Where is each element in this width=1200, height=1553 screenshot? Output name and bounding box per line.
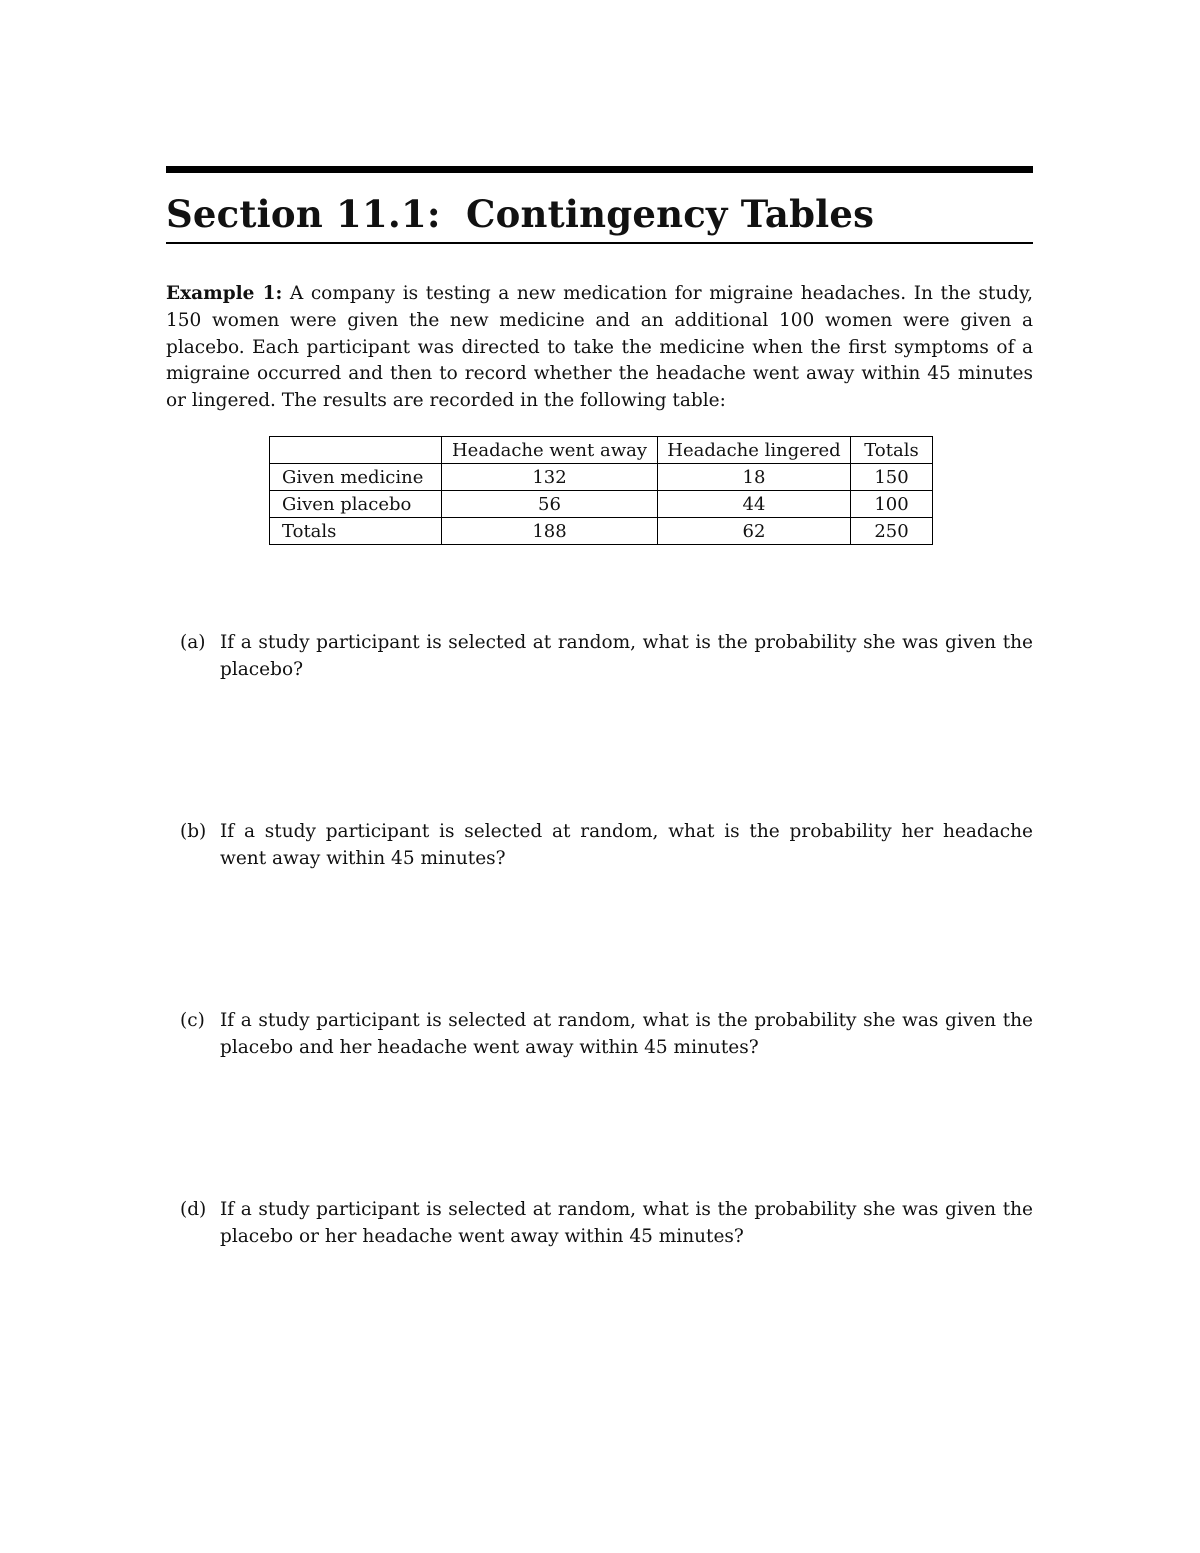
table-row xyxy=(270,491,933,518)
question-b xyxy=(180,819,1033,873)
row-label-cell: Given medicine xyxy=(270,464,442,491)
question-d xyxy=(180,1197,1033,1251)
question-text: If a study participant is selected at random, what is the probability her headache went away within 45 minutes? xyxy=(220,821,1033,869)
table-cell: 100 xyxy=(851,491,933,518)
table-header-cell xyxy=(270,437,442,464)
table-row xyxy=(270,518,933,545)
question-text: If a study participant is selected at random, what is the probability she was given the placebo or her headache went away within 45 minutes? xyxy=(220,1199,1033,1247)
question-label: (b) xyxy=(180,821,207,842)
question-label: (c) xyxy=(180,1010,205,1031)
table-cell: 250 xyxy=(851,518,933,545)
contingency-table xyxy=(269,436,933,545)
table-header-cell: Headache lingered xyxy=(658,437,851,464)
table-cell: 44 xyxy=(658,491,851,518)
table-cell: 132 xyxy=(442,464,658,491)
table-cell: 150 xyxy=(851,464,933,491)
question-text: If a study participant is selected at random, what is the probability she was given the placebo? xyxy=(220,632,1033,680)
table-row xyxy=(270,464,933,491)
question-label: (d) xyxy=(180,1199,207,1220)
example-label: Example 1: xyxy=(166,283,283,304)
section-title: Contingency Tables xyxy=(466,192,875,236)
table-header-row xyxy=(270,437,933,464)
heading-underline-rule xyxy=(166,242,1033,244)
top-heavy-rule xyxy=(166,166,1033,173)
section-heading xyxy=(166,190,1033,238)
table-header-cell: Headache went away xyxy=(442,437,658,464)
table-cell: 18 xyxy=(658,464,851,491)
question-label: (a) xyxy=(180,632,206,653)
question-a xyxy=(180,630,1033,684)
table-cell: 62 xyxy=(658,518,851,545)
question-text: If a study participant is selected at random, what is the probability she was given the placebo and her headache went away within 45 minutes? xyxy=(220,1010,1033,1058)
section-number: Section 11.1: xyxy=(166,192,441,236)
table-cell: 56 xyxy=(442,491,658,518)
question-c xyxy=(180,1008,1033,1062)
row-label-cell: Totals xyxy=(270,518,442,545)
example-text: A company is testing a new medication for migraine headaches. In the study, 150 women were given the new medicine and an additional 100 women were given a placebo. Each participant was directed to take the medicine when the first symptoms of a migraine occurred and then to record whether the headache went away within 45 minutes or lingered. The results are recorded in the following table: xyxy=(166,283,1033,412)
table-header-cell: Totals xyxy=(851,437,933,464)
table-cell: 188 xyxy=(442,518,658,545)
row-label-cell: Given placebo xyxy=(270,491,442,518)
example-paragraph xyxy=(166,281,1033,415)
